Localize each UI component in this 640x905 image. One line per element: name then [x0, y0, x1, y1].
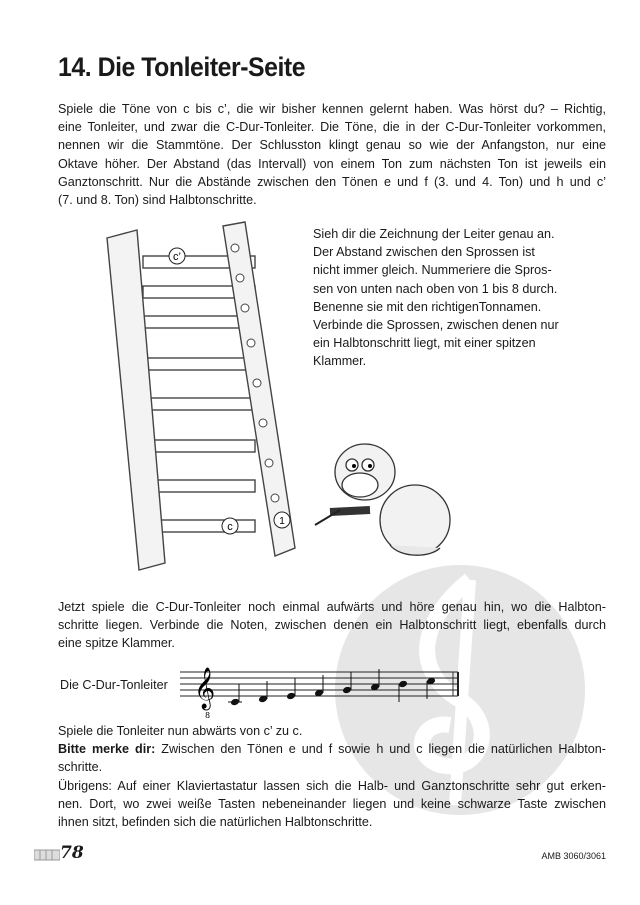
text-line: Jetzt spiele die C-Dur-Tonleiter noch einmal aufwärts und höre genau hin, wo die Halbton- [58, 600, 606, 614]
clef-octave-marker: 8 [205, 711, 211, 720]
text-line: Verbinde die Sprossen, zwischen denen nur [313, 317, 559, 332]
text-line: sen von unten nach oben von 1 bis 8 durch. [313, 281, 558, 296]
text-line: Ganztonschritt. Nur die Abstände zwischen den Tönen e und f (3. und 4. Ton) und h und c’ [58, 174, 606, 189]
text-line: (7. und 8. Ton) sind Halbtonschritte. [58, 192, 257, 207]
c-major-scale-staff [180, 660, 470, 720]
scale-label: Die C-Dur-Tonleiter [60, 678, 168, 692]
text-line: nen. Dort, wo zwei weiße Tasten nebeneinander liegen und keine schwarze Taste zwischen [58, 796, 606, 811]
text-line: Benenne sie mit den richtigenTonnamen. [313, 299, 542, 314]
page-number: 78 [60, 843, 84, 863]
text-line: Übrigens: Auf einer Klaviertastatur lassen sich die Halb- und Ganztonschritte sehr gut erken- [58, 778, 606, 793]
treble-clef-icon: 𝄞 [194, 668, 216, 709]
text-line: nicht immer gleich. Nummeriere die Spros- [313, 263, 552, 278]
text-line: eine Tonleiter, und zwar die C-Dur-Tonleiter. Die Töne, die in der C-Dur-Tonleiter vorkommen, [58, 120, 606, 135]
ladder-instructions [313, 225, 603, 371]
text-line: Spiele die Tonleiter nun abwärts von c’ zu c. [58, 724, 303, 738]
closing-paragraph [58, 722, 606, 831]
text-line: Sieh dir die Zeichnung der Leiter genau an. [313, 227, 555, 241]
note-head [398, 680, 408, 689]
text-line: Der Abstand zwischen den Sprossen ist [313, 245, 535, 260]
text-line: nennen wir die Stammtöne. Der Schlusston klingt genau so wie der Anfangston, nur eine [58, 138, 606, 153]
scale-notes [228, 669, 436, 706]
scale-paragraph [58, 598, 606, 653]
text-line: Spiele die Töne von c bis c’, die wir bisher kennen gelernt haben. Was hörst du? – Richtig, [58, 102, 606, 116]
ladder-bottom-number: 1 [279, 516, 285, 527]
intro-paragraph [58, 100, 606, 209]
monkey-illustration [300, 430, 460, 560]
text-line: ihnen sitzt, befinden sich die natürlichen Halbtonschritte. [58, 814, 373, 829]
ladder-bottom-label: c [227, 521, 233, 533]
remember-label: Bitte merke dir: [58, 742, 156, 757]
text-line: schritte. [58, 760, 103, 775]
note-head [342, 686, 352, 695]
text-line: Zwischen den Tönen e und f sowie h und c liegen die natürlichen Halbton- [155, 742, 606, 757]
note-head [286, 692, 296, 701]
text-line: ein Halbtonschritt liegt, mit einer spitzen [313, 336, 536, 351]
ladder-illustration [95, 218, 305, 578]
text-line: eine spitze Klammer. [58, 636, 175, 651]
ladder-top-label: c’ [173, 251, 181, 263]
text-line: Oktave höher. Der Abstand (das Intervall) von einem Ton zum nächsten Ton ist jeweils ein [58, 156, 606, 171]
page-title: 14. Die Tonleiter-Seite [58, 52, 306, 82]
catalog-code: AMB 3060/3061 [541, 851, 606, 861]
keyboard-icon [34, 848, 60, 862]
text-line: schritte liegen. Verbinde die Noten, zwischen denen ein Halbtonschritt liegt, ebenfalls durch [58, 618, 606, 633]
text-line: Klammer. [313, 354, 367, 369]
text-line [58, 740, 606, 758]
